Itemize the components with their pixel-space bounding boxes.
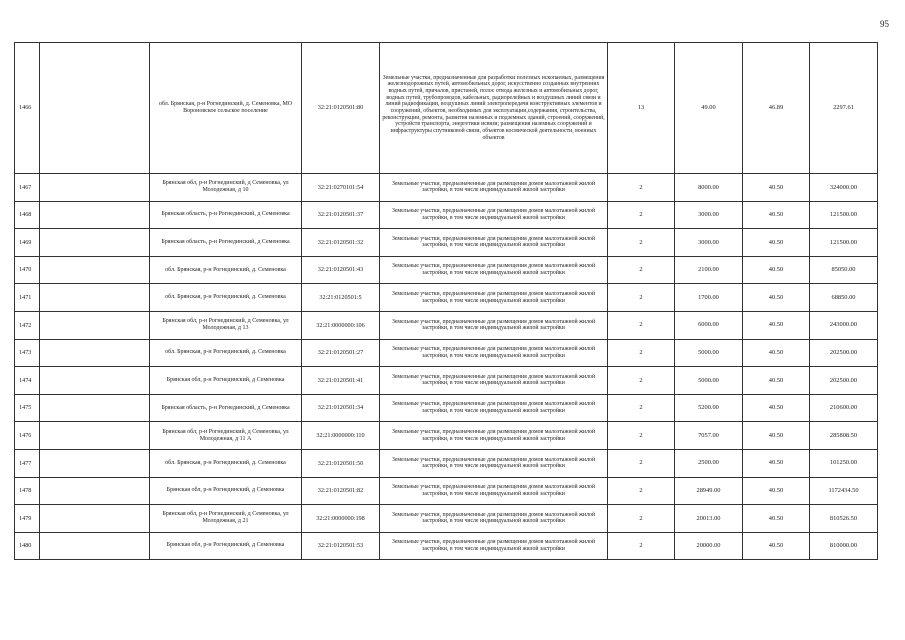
use-code-cell: 2: [608, 201, 675, 229]
empty-cell: [40, 532, 150, 560]
cadastral-number-cell: 32:21:0000000:110: [302, 422, 380, 450]
cadastral-value-cell: 68850.00: [810, 284, 878, 312]
cadastral-number-cell: 32:21:0000000:106: [302, 311, 380, 339]
cadastral-number-cell: 32:21:0000000:198: [302, 505, 380, 533]
address-cell: обл. Брянская, р-н Рогнединский, д. Семеновка: [150, 449, 302, 477]
cadastral-value-cell: 243000.00: [810, 311, 878, 339]
use-code-cell: 2: [608, 339, 675, 367]
permitted-use-cell: Земельные участки, предназначенные для размещения домов малоэтажной жилой застройки, в том числе индивидуальной жилой застройки: [380, 311, 608, 339]
table-row: [15, 43, 878, 174]
address-cell: Брянская обл, р-н Рогнединский, д Семеновка: [150, 532, 302, 560]
specific-value-cell: 40.50: [743, 284, 810, 312]
empty-cell: [40, 201, 150, 229]
row-number-cell: 1472: [15, 311, 40, 339]
empty-cell: [40, 256, 150, 284]
specific-value-cell: 40.50: [743, 477, 810, 505]
address-cell: Брянская обл, р-н Рогнединский, д Семеновка, ул Молодежная, д 13: [150, 311, 302, 339]
area-cell: 49.00: [675, 43, 743, 174]
row-number-cell: 1467: [15, 174, 40, 202]
permitted-use-cell: Земельные участки, предназначенные для размещения домов малоэтажной жилой застройки, в том числе индивидуальной жилой застройки: [380, 174, 608, 202]
permitted-use-cell: Земельные участки, предназначенные для размещения домов малоэтажной жилой застройки, в том числе индивидуальной жилой застройки: [380, 505, 608, 533]
permitted-use-cell: Земельные участки, предназначенные для размещения домов малоэтажной жилой застройки, в том числе индивидуальной жилой застройки: [380, 477, 608, 505]
address-cell: обл. Брянская, р-н Рогнединский, д. Семеновка: [150, 256, 302, 284]
cadastral-value-cell: 202500.00: [810, 367, 878, 395]
empty-cell: [40, 394, 150, 422]
cadastral-value-cell: 85050.00: [810, 256, 878, 284]
permitted-use-cell: Земельные участки, предназначенные для размещения домов малоэтажной жилой застройки, в том числе индивидуальной жилой застройки: [380, 201, 608, 229]
cadastral-number-cell: 32:21:0120501:32: [302, 229, 380, 257]
cadastral-value-cell: 810000.00: [810, 532, 878, 560]
cadastral-value-cell: 202500.00: [810, 339, 878, 367]
use-code-cell: 2: [608, 449, 675, 477]
specific-value-cell: 40.50: [743, 394, 810, 422]
cadastral-number-cell: 32:21:0120501:37: [302, 201, 380, 229]
use-code-cell: 2: [608, 394, 675, 422]
specific-value-cell: 40.50: [743, 367, 810, 395]
cadastral-number-cell: 32:21:0120501:50: [302, 449, 380, 477]
address-cell: Брянская обл, р-н Рогнединский, д Семеновка, ул Молодежная, д 11 А: [150, 422, 302, 450]
cadastral-value-cell: 1172434.50: [810, 477, 878, 505]
cadastral-number-cell: 32:21:0120501:27: [302, 339, 380, 367]
row-number-cell: 1469: [15, 229, 40, 257]
specific-value-cell: 40.50: [743, 505, 810, 533]
row-number-cell: 1474: [15, 367, 40, 395]
area-cell: 2500.00: [675, 449, 743, 477]
empty-cell: [40, 339, 150, 367]
use-code-cell: 2: [608, 256, 675, 284]
address-cell: Брянская обл, р-н Рогнединский, д Семеновка: [150, 367, 302, 395]
area-cell: 8000.00: [675, 174, 743, 202]
use-code-cell: 2: [608, 367, 675, 395]
address-cell: Брянская обл, р-н Рогнединский, д Семеновка, ул Молодежная, д 21: [150, 505, 302, 533]
cadastral-value-cell: 121500.00: [810, 229, 878, 257]
row-number-cell: 1475: [15, 394, 40, 422]
area-cell: 5200.00: [675, 394, 743, 422]
permitted-use-cell: Земельные участки, предназначенные для размещения домов малоэтажной жилой застройки, в том числе индивидуальной жилой застройки: [380, 394, 608, 422]
specific-value-cell: 46.89: [743, 43, 810, 174]
specific-value-cell: 40.50: [743, 174, 810, 202]
table-row: [15, 174, 878, 202]
cadastral-number-cell: 32:21:0120501:41: [302, 367, 380, 395]
empty-cell: [40, 422, 150, 450]
address-cell: обл. Брянская, р-н Рогнединский, д. Семеновка: [150, 339, 302, 367]
table-row: [15, 477, 878, 505]
page-number: 95: [880, 19, 889, 29]
permitted-use-cell: Земельные участки, предназначенные для размещения домов малоэтажной жилой застройки, в том числе индивидуальной жилой застройки: [380, 284, 608, 312]
cadastral-number-cell: 32:21:0270101:54: [302, 174, 380, 202]
permitted-use-cell: Земельные участки, предназначенные для размещения домов малоэтажной жилой застройки, в том числе индивидуальной жилой застройки: [380, 339, 608, 367]
use-code-cell: 2: [608, 477, 675, 505]
land-register-table: [14, 42, 878, 560]
table-row: [15, 201, 878, 229]
area-cell: 28949.00: [675, 477, 743, 505]
cadastral-value-cell: 210600.00: [810, 394, 878, 422]
specific-value-cell: 40.50: [743, 201, 810, 229]
use-code-cell: 2: [608, 311, 675, 339]
row-number-cell: 1477: [15, 449, 40, 477]
empty-cell: [40, 449, 150, 477]
row-number-cell: 1473: [15, 339, 40, 367]
permitted-use-cell: Земельные участки, предназначенные для размещения домов малоэтажной жилой застройки, в том числе индивидуальной жилой застройки: [380, 532, 608, 560]
table-row: [15, 505, 878, 533]
permitted-use-cell: Земельные участки, предназначенные для размещения домов малоэтажной жилой застройки, в том числе индивидуальной жилой застройки: [380, 256, 608, 284]
area-cell: 20000.00: [675, 532, 743, 560]
empty-cell: [40, 505, 150, 533]
use-code-cell: 2: [608, 422, 675, 450]
specific-value-cell: 40.50: [743, 339, 810, 367]
use-code-cell: 2: [608, 174, 675, 202]
area-cell: 7057.00: [675, 422, 743, 450]
specific-value-cell: 40.50: [743, 449, 810, 477]
address-cell: обл. Брянская, р-н Рогнединский, д. Семеновка: [150, 284, 302, 312]
table-row: [15, 394, 878, 422]
permitted-use-cell: Земельные участки, предназначенные для размещения домов малоэтажной жилой застройки, в том числе индивидуальной жилой застройки: [380, 449, 608, 477]
row-number-cell: 1470: [15, 256, 40, 284]
table-row: [15, 449, 878, 477]
address-cell: Брянская область, р-н Рогнединский, д Семеновка: [150, 201, 302, 229]
empty-cell: [40, 229, 150, 257]
empty-cell: [40, 174, 150, 202]
area-cell: 5000.00: [675, 339, 743, 367]
table-row: [15, 532, 878, 560]
area-cell: 6000.00: [675, 311, 743, 339]
table-row: [15, 284, 878, 312]
empty-cell: [40, 367, 150, 395]
cadastral-value-cell: 2297.61: [810, 43, 878, 174]
cadastral-number-cell: 32:21:0120501:80: [302, 43, 380, 174]
cadastral-number-cell: 32:21:0120501:34: [302, 394, 380, 422]
table-row: [15, 256, 878, 284]
table-row: [15, 339, 878, 367]
row-number-cell: 1466: [15, 43, 40, 174]
row-number-cell: 1480: [15, 532, 40, 560]
use-code-cell: 2: [608, 229, 675, 257]
specific-value-cell: 40.50: [743, 422, 810, 450]
permitted-use-cell: Земельные участки, предназначенные для размещения домов малоэтажной жилой застройки, в том числе индивидуальной жилой застройки: [380, 422, 608, 450]
specific-value-cell: 40.50: [743, 229, 810, 257]
cadastral-value-cell: 101250.00: [810, 449, 878, 477]
permitted-use-cell: Земельные участки, предназначенные для размещения домов малоэтажной жилой застройки, в том числе индивидуальной жилой застройки: [380, 229, 608, 257]
empty-cell: [40, 477, 150, 505]
cadastral-value-cell: 810526.50: [810, 505, 878, 533]
table-row: [15, 311, 878, 339]
specific-value-cell: 40.50: [743, 532, 810, 560]
empty-cell: [40, 43, 150, 174]
row-number-cell: 1478: [15, 477, 40, 505]
use-code-cell: 2: [608, 284, 675, 312]
area-cell: 5000.00: [675, 367, 743, 395]
address-cell: Брянская обл, р-н Рогнединский, д Семеновка, ул Молодежная, д 10: [150, 174, 302, 202]
area-cell: 1700.00: [675, 284, 743, 312]
area-cell: 3000.00: [675, 201, 743, 229]
specific-value-cell: 40.50: [743, 311, 810, 339]
specific-value-cell: 40.50: [743, 256, 810, 284]
row-number-cell: 1471: [15, 284, 40, 312]
empty-cell: [40, 284, 150, 312]
cadastral-number-cell: 32:21:0120501:5: [302, 284, 380, 312]
use-code-cell: 2: [608, 532, 675, 560]
area-cell: 2100.00: [675, 256, 743, 284]
row-number-cell: 1479: [15, 505, 40, 533]
address-cell: Брянская обл, р-н Рогнединский, д Семеновка: [150, 477, 302, 505]
permitted-use-cell: Земельные участки, предназначенные для разработки полезных ископаемых, размещения железнодорожных путей, автомобильных дорог, искусственно созданных внутренних водных путей, причалов, пристаней, полос отвода железных и автомобильных дорог, водных путей, трубопроводов, кабельных, радиорелейных и воздушных линий связи и линий радиофикации, воздушных линий электропередачи конструктивных элементов и сооружений, объектов, необходимых для эксплуатации,содержания, строительства, реконструкции, ремонта, развития наземных и подземных зданий, строений, сооружений, устройств транспорта, энергетики исвязи; размещения наземных сооружений и инфраструктуры спутниковой связи, объектов космической деятельности, военных объектов: [380, 43, 608, 174]
cadastral-number-cell: 32:21:0120501:53: [302, 532, 380, 560]
address-cell: Брянская область, р-н Рогнединский, д Семеновка: [150, 229, 302, 257]
use-code-cell: 2: [608, 505, 675, 533]
address-cell: обл. Брянская, р-н Рогнединский, д. Семеновка, МО Вороновское сельское поселение: [150, 43, 302, 174]
table-row: [15, 367, 878, 395]
empty-cell: [40, 311, 150, 339]
area-cell: 3000.00: [675, 229, 743, 257]
use-code-cell: 13: [608, 43, 675, 174]
cadastral-number-cell: 32:21:0120501:43: [302, 256, 380, 284]
table-row: [15, 229, 878, 257]
row-number-cell: 1468: [15, 201, 40, 229]
row-number-cell: 1476: [15, 422, 40, 450]
table-row: [15, 422, 878, 450]
cadastral-value-cell: 121500.00: [810, 201, 878, 229]
cadastral-value-cell: 324000.00: [810, 174, 878, 202]
cadastral-number-cell: 32:21:0120501:82: [302, 477, 380, 505]
cadastral-value-cell: 285808.50: [810, 422, 878, 450]
address-cell: Брянская область, р-н Рогнединский, д Семеновка: [150, 394, 302, 422]
permitted-use-cell: Земельные участки, предназначенные для размещения домов малоэтажной жилой застройки, в том числе индивидуальной жилой застройки: [380, 367, 608, 395]
area-cell: 20013.00: [675, 505, 743, 533]
